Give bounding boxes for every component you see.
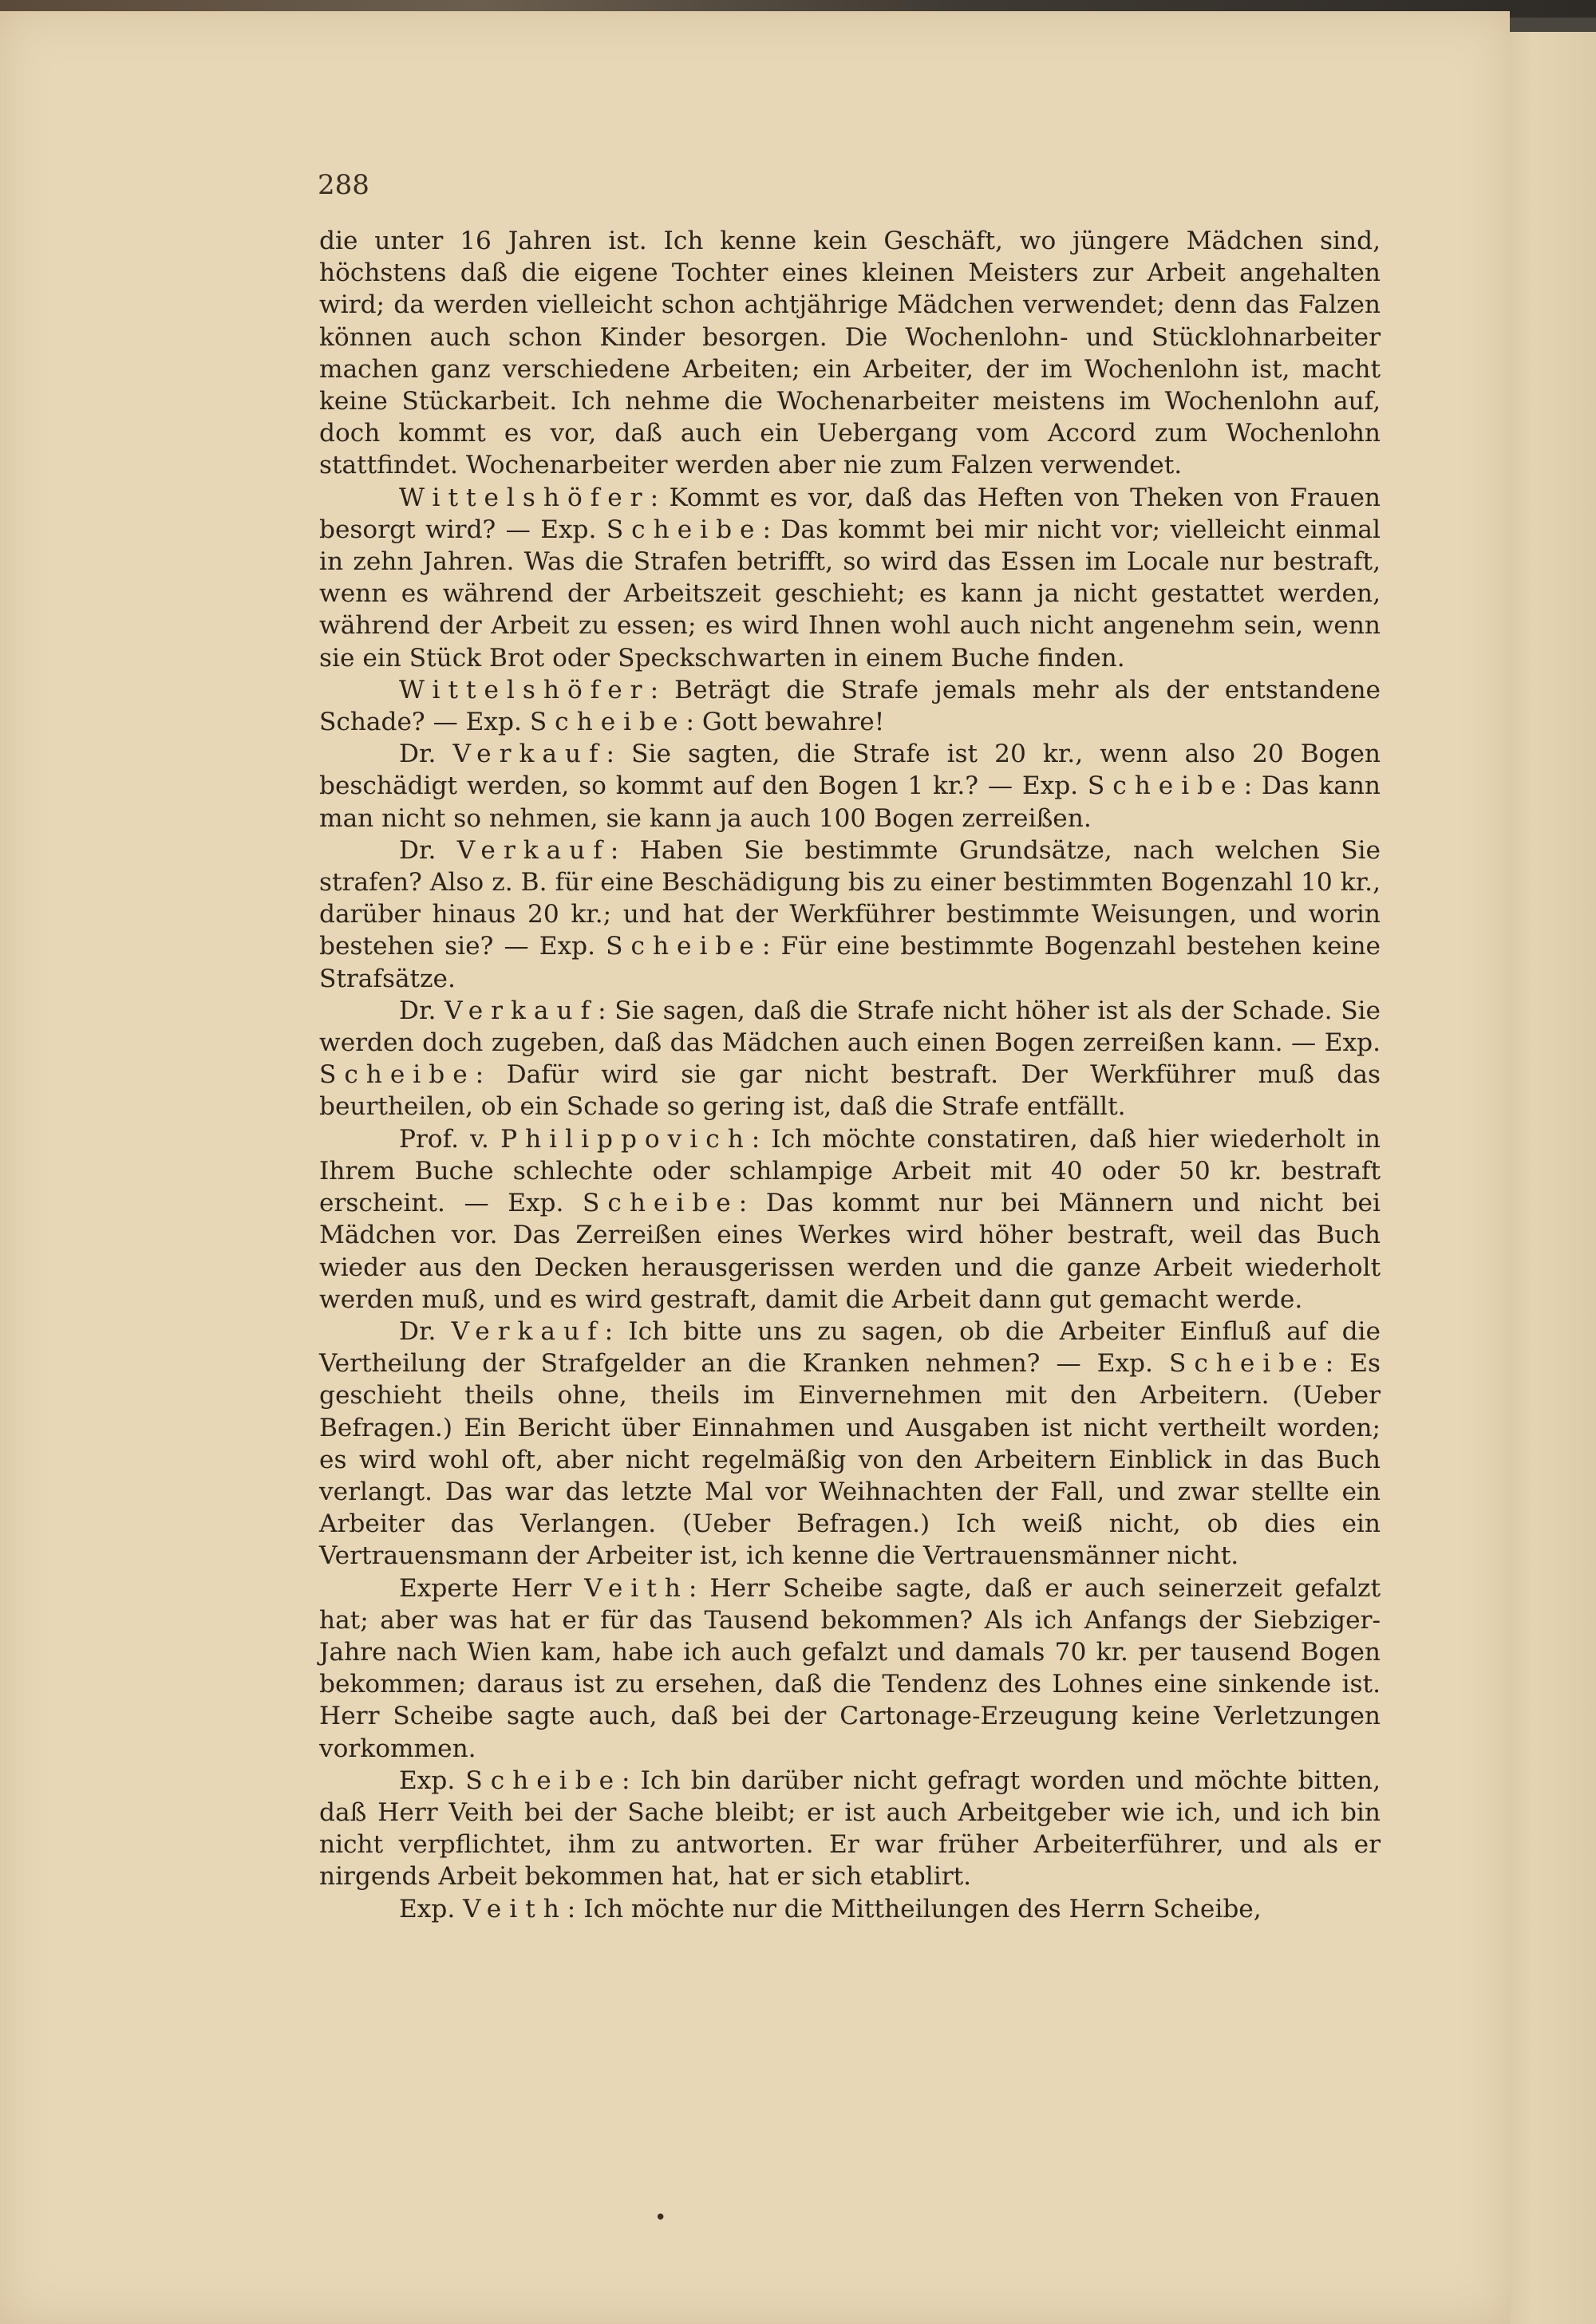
paragraph-text: Exp.	[399, 1766, 466, 1795]
speaker-name: Scheibe	[465, 1766, 622, 1795]
paragraph	[319, 738, 1381, 835]
speaker-name: Scheibe	[1168, 1349, 1325, 1379]
paragraph-text: Experte Herr	[399, 1573, 585, 1603]
paragraph-text: : Es geschieht theils ohne, theils im Einvernehmen mit den Arbeitern. (Ueber Befragen.) Ein Bericht über Einnahmen und Ausgaben ist nicht vertheilt worden; es wird wohl oft, aber nicht regelmäßig von den Arbeitern Einblick in das Buch verlangt. Das war das letzte Mal vor Weihnachten der Fall, und zwar stellte ein Arbeiter das Verlangen. (Ueber Befragen.) Ich weiß nicht, ob dies ein Vertrauensmann der Arbeiter ist, ich kenne die Vertrauensmänner nicht.	[319, 1349, 1381, 1571]
speaker-name: Scheibe	[1087, 771, 1244, 801]
paragraph-text: Dr.	[399, 740, 453, 769]
paragraph-text: : Haben Sie bestimmte Grundsätze, nach welchen Sie strafen? Also z. B. für eine Beschädigung bis zu einer bestimmten Bogenzahl 10 kr., darüber hinaus 20 kr.; und hat der Werkführer bestimmte Weisungen, und worin bestehen sie? — Exp.	[319, 835, 1381, 961]
body-text	[319, 225, 1381, 1925]
paragraph-text: : Das kommt bei mir nicht vor; vielleicht einmal in zehn Jahren. Was die Strafen betrifft, so wird das Essen im Locale nur bestraft, wenn es während der Arbeitszeit geschieht; es kann ja nicht gestattet werden, während der Arbeit zu essen; es wird Ihnen wohl auch nicht angenehm sein, wenn sie ein Stück Brot oder Speckschwarten in einem Buche finden.	[319, 515, 1381, 673]
facing-page-edge	[1503, 32, 1596, 2324]
paragraph	[319, 1123, 1381, 1316]
paragraph	[319, 674, 1381, 738]
speaker-name: Wittelshöfer	[399, 483, 650, 512]
speaker-name: Philippovich	[500, 1124, 752, 1154]
paragraph-text: : Kommt es vor, daß das Heften von Theken von Frauen besorgt wird? — Exp.	[319, 483, 1381, 544]
paragraph-text: : Sie sagten, die Strafe ist 20 kr., wenn also 20 Bogen beschädigt werden, so kommt auf den Bogen 1 kr.? — Exp.	[319, 740, 1381, 801]
paragraph-text: : Ich bin darüber nicht gefragt worden und möchte bitten, daß Herr Veith bei der Sache bleibt; er ist auch Arbeitgeber wie ich, und ich bin nicht verpflichtet, ihm zu antworten. Er war früher Arbeiterführer, und als er nirgends Arbeit bekommen hat, hat er sich etablirt.	[319, 1766, 1381, 1892]
paragraph-text: : Gott bewahre!	[685, 708, 885, 737]
speaker-name: Scheibe	[583, 1189, 739, 1218]
speaker-name: Verkauf	[444, 996, 598, 1025]
paragraph-text: Dr.	[399, 835, 457, 865]
speaker-name: Verkauf	[456, 835, 610, 865]
paragraph-text: : Herr Scheibe sagte, daß er auch seinerzeit gefalzt hat; aber was hat er für das Tausend bekommen? Als ich Anfangs der Siebziger-Jahre nach Wien kam, habe ich auch gefalzt und damals 70 kr. per tausend Bogen bekommen; daraus ist zu ersehen, daß die Tendenz des Lohnes eine sinkende ist. Herr Scheibe sagte auch, daß bei der Cartonage-Erzeugung keine Verletzungen vorkommen.	[319, 1573, 1381, 1763]
paragraph-text: Prof. v.	[399, 1124, 501, 1154]
paragraph-text: : Ich möchte nur die Mittheilungen des Herrn Scheibe,	[567, 1894, 1262, 1924]
paragraph-text: die unter 16 Jahren ist. Ich kenne kein Geschäft, wo jüngere Mädchen sind, höchstens daß die eigene Tochter eines kleinen Meisters zur Arbeit angehalten wird; da werden vielleicht schon achtjährige Mädchen verwendet; denn das Falzen können auch schon Kinder besorgen. Die Wochenlohn- und Stücklohnarbeiter machen ganz verschiedene Arbeiten; ein Arbeiter, der im Wochenlohn ist, macht keine Stückarbeit. Ich nehme die Wochenarbeiter meistens im Wochenlohn auf, doch kommt es vor, daß auch ein Uebergang vom Accord zum Wochenlohn stattfindet. Wochenarbeiter werden aber nie zum Falzen verwendet.	[319, 227, 1381, 480]
paragraph-text: Dr.	[399, 1316, 452, 1346]
speaker-name: Verkauf	[452, 740, 606, 769]
speaker-name: Scheibe	[319, 1060, 476, 1090]
page-number: 288	[318, 169, 369, 201]
speaker-name: Wittelshöfer	[399, 675, 650, 704]
paragraph-text: : Für eine bestimmte Bogenzahl bestehen keine Strafsätze.	[319, 932, 1381, 993]
paragraph	[319, 1893, 1381, 1925]
paragraph	[319, 225, 1381, 482]
paragraph-text: Exp.	[399, 1894, 464, 1924]
paragraph-text: : Ich möchte constatiren, daß hier wiederholt in Ihrem Buche schlechte oder schlampige Arbeit mit 40 oder 50 kr. bestraft erscheint. — Exp.	[319, 1124, 1381, 1218]
paragraph-text: Dr.	[399, 996, 445, 1025]
paragraph	[319, 835, 1381, 995]
paragraph	[319, 1316, 1381, 1572]
paragraph-text: : Ich bitte uns zu sagen, ob die Arbeiter Einfluß auf die Vertheilung der Strafgelder an die Kranken nehmen? — Exp.	[319, 1316, 1381, 1379]
speaker-name: Scheibe	[606, 515, 763, 544]
paragraph-text: : Dafür wird sie gar nicht bestraft. Der Werkführer muß das beurtheilen, ob ein Schade so gering ist, daß die Strafe entfällt.	[319, 1060, 1381, 1122]
paragraph	[319, 1572, 1381, 1765]
speaker-name: Veith	[584, 1573, 689, 1603]
paragraph-text: : Beträgt die Strafe jemals mehr als der entstandene Schade? — Exp.	[319, 675, 1381, 737]
speaker-name: Scheibe	[606, 932, 762, 961]
speaker-name: Scheibe	[529, 708, 686, 737]
paragraph-text: : Das kann man nicht so nehmen, sie kann ja auch 100 Bogen zerreißen.	[319, 771, 1381, 833]
paragraph-text: : Das kommt nur bei Männern und nicht bei Mädchen vor. Das Zerreißen eines Werkes wird höher bestraft, weil das Buch wieder aus den Decken herausgerissen werden und die ganze Arbeit wiederholt werden muß, und es wird gestraft, damit die Arbeit dann gut gemacht werde.	[319, 1189, 1381, 1314]
ink-mark: •	[654, 2206, 667, 2230]
paragraph	[319, 482, 1381, 674]
speaker-name: Verkauf	[451, 1316, 605, 1346]
paragraph-text: : Sie sagen, daß die Strafe nicht höher ist als der Schade. Sie werden doch zugeben, daß das Mädchen auch einen Bogen zerreißen kann. — Exp.	[319, 996, 1381, 1058]
paragraph	[319, 995, 1381, 1123]
speaker-name: Veith	[463, 1894, 567, 1924]
paragraph	[319, 1765, 1381, 1893]
